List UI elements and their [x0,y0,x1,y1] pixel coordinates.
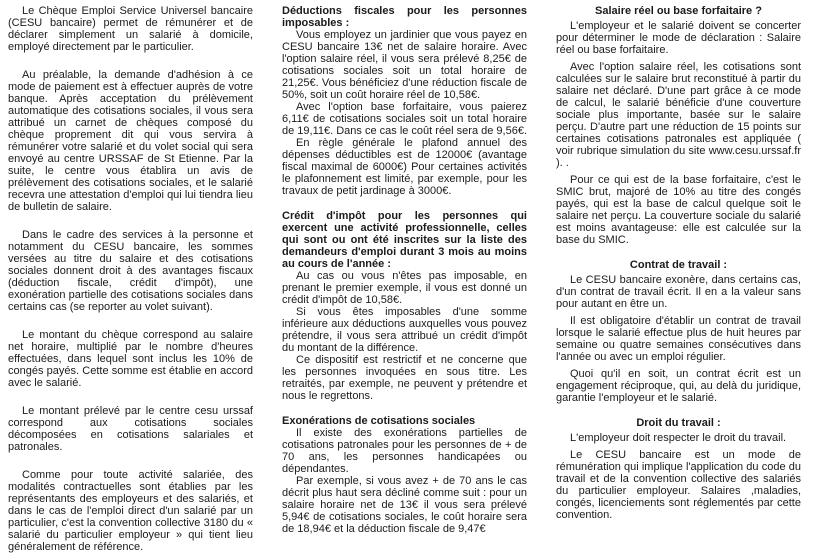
col2-paragraph-jardinier-salaire-reel: Vous employez un jardinier que vous payez en CESU bancaire 13€ net de salaire horaire. Avec l'option salaire réel, il vous sera prélevé 8,25€ de cotisations sociales soit un total horaire de 21,25€. Vous bénéficiez d'une réduction fiscale de 50%, soit un coût horaire réel de 10,58€. [282,29,527,101]
col2-paragraph-non-imposable: Au cas ou vous n'êtes pas imposable, en prenant le premier exemple, il vous est donné un crédit d'impôt de 10,58€. [282,270,527,306]
col2-paragraph-somme-inferieure: Si vous êtes imposables d'une somme inférieure aux déductions auxquelles vous pouvez prétendre, il vous sera attribué un crédit d'impôt du montant de la différence. [282,306,527,354]
col1-paragraph-intro: Le Chèque Emploi Service Universel bancaire (CESU bancaire) permet de rémunérer et de déclarer simplement un salarié à domicile, employé directement par le particulier. [8,5,253,53]
col2-paragraph-dispositif-restrictif: Ce dispositif est restrictif et ne concerne que les personnes invoquées en sous titre. Les retraités, par exemple, ne peuvent y prétendre et nous le regrettons. [282,354,527,402]
col3-paragraph-engagement-reciproque: Quoi qu'il en soit, un contrat écrit est un engagement réciproque, qui, au delà du juridique, garantie l'employeur et le salarié. [556,368,801,404]
col3-paragraph-contrat-obligatoire: Il est obligatoire d'établir un contrat de travail lorsque le salarié effectue plus de huit heures par semaine ou quatre semaines consécutives dans l'année ou avec un emploi régulier. [556,315,801,363]
col3-paragraph-exonere-contrat: Le CESU bancaire exonère, dans certains cas, d'un contrat de travail écrit. Il en a la valeur sans pour autant en être un. [556,274,801,310]
heading-droit-du-travail: Droit du travail : [636,417,721,429]
col2-paragraph-exonerations-partielles: Il existe des exonérations partielles de cotisations patronales pour les personnes de + de 70 ans, les personnes handicapées ou dépendantes. [282,427,527,475]
text-column-3 [556,5,801,527]
col3-paragraph-option-salaire-reel: Avec l'option salaire réel, les cotisations sont calculées sur le salaire brut reconstitué à partir du salaire net déclaré. D'une part grâce à ce mode de calcul, le salarié bénéficie d'une couverture sociale plus importante, basée sur le salaire perçu. D'autre part une réduction de 15 points sur certaines cotisations patronales est appliquée ( voir rubrique simulation du site www.cesu.urssaf.fr ). . [556,61,801,169]
col1-paragraph-adhesion: Au préalable, la demande d'adhésion à ce mode de paiement est à effectuer auprès de votre banque. Après acceptation du prélèvement automatique des cotisations sociales, il vous sera attribué un carnet de chèques composé du chèque proprement dit qui vous servira à rémunérer votre salarié et du volet social qui sera envoyé au centre URSSAF de St Etienne. Par la suite, le centre vous établira un avis de prélèvement des cotisations sociales, et le salarié recevra une attestation d'emploi qui lui tiendra lieu de bulletin de salaire. [8,69,253,213]
col1-paragraph-convention-collective: Comme pour toute activité salariée, des modalités contractuelles sont établies par les représentants des employeurs et des salariés, et dans le cas de l'emploi direct d'un salarié par un particulier, c'est la convention collective 3180 du « salarié du particulier employeur » qui tient lieu généralement de référence. [8,469,253,553]
col3-paragraph-respect-droit: L'employeur doit respecter le droit du travail. [570,432,787,444]
col3-paragraph-base-forfaitaire-smic: Pour ce qui est de la base forfaitaire, c'est le SMIC brut, majoré de 10% au titre des congés payés, qui est la base de calcul quelque soit le salaire net perçu. La couverture sociale du salarié est moins avantageuse: elle est calculée sur la base du SMIC. [556,174,801,246]
heading-deductions-fiscales: Déductions fiscales pour les personnes imposables : [282,5,527,29]
col2-paragraph-plafond-annuel: En règle générale le plafond annuel des dépenses déductibles est de 12000€ (avantage fiscal maximal de 6000€) Pour certaines activités le plafonnement est limité, par exemple, pour les travaux de petit jardinage à 3000€. [282,137,527,197]
text-column-1 [8,5,253,553]
heading-salaire-reel-ou-forfaitaire: Salaire réel ou base forfaitaire ? [595,5,762,17]
heading-exonerations: Exonérations de cotisations sociales [282,415,476,427]
heading-contrat-de-travail: Contrat de travail : [629,259,728,271]
col1-paragraph-avantages-fiscaux: Dans le cadre des services à la personne et notamment du CESU bancaire, les sommes versées au titre du salaire et des cotisations sociales donnent droit à des avantages fiscaux (déduction fiscale, crédit d'impôt), une exonération partielle des cotisations sociales dans certains cas (se reporter au volet suivant). [8,229,253,313]
col2-paragraph-exemple-70-ans: Par exemple, si vous avez + de 70 ans le cas décrit plus haut sera décliné comme suit : pour un salaire horaire net de 13€ il vous sera prélevé 5,94€ de cotisations sociales, le coût horaire sera de 18,94€ et la déduction fiscale de 9,47€ [282,475,527,535]
col1-paragraph-montant-preleve: Le montant prélevé par le centre cesu urssaf correspond aux cotisations sociales décomposées en cotisations salariales et patronales. [8,405,253,453]
heading-credit-impot: Crédit d'impôt pour les personnes qui exercent une activité professionnelle, celles qui sont ou ont été inscrites sur la liste des demandeurs d'emploi durant 3 mois au moins au cours de l'année : [282,210,527,270]
text-column-2 [282,5,528,535]
col3-paragraph-code-du-travail: Le CESU bancaire est un mode de rémunération qui implique l'application du code du travail et de la convention collective des salariés du particulier employeur. Salaires ,maladies, congés, licenciements sont réglementés par cette convention. [556,449,801,521]
col2-paragraph-base-forfaitaire: Avec l'option base forfaitaire, vous paierez 6,11€ de cotisations sociales soit un total horaire de 19,11€. Dans ce cas le coût réel sera de 9,56€. [282,101,528,137]
col3-paragraph-concertation: L'employeur et le salarié doivent se concerter pour déterminer le mode de déclaration : Salaire réel ou base forfaitaire. [556,20,801,56]
col1-paragraph-montant-cheque: Le montant du chèque correspond au salaire net horaire, multiplié par le nombre d'heures effectuées, dans lequel sont inclus les 10% de congés payés. Cette somme est établie en accord avec le salarié. [8,329,253,389]
